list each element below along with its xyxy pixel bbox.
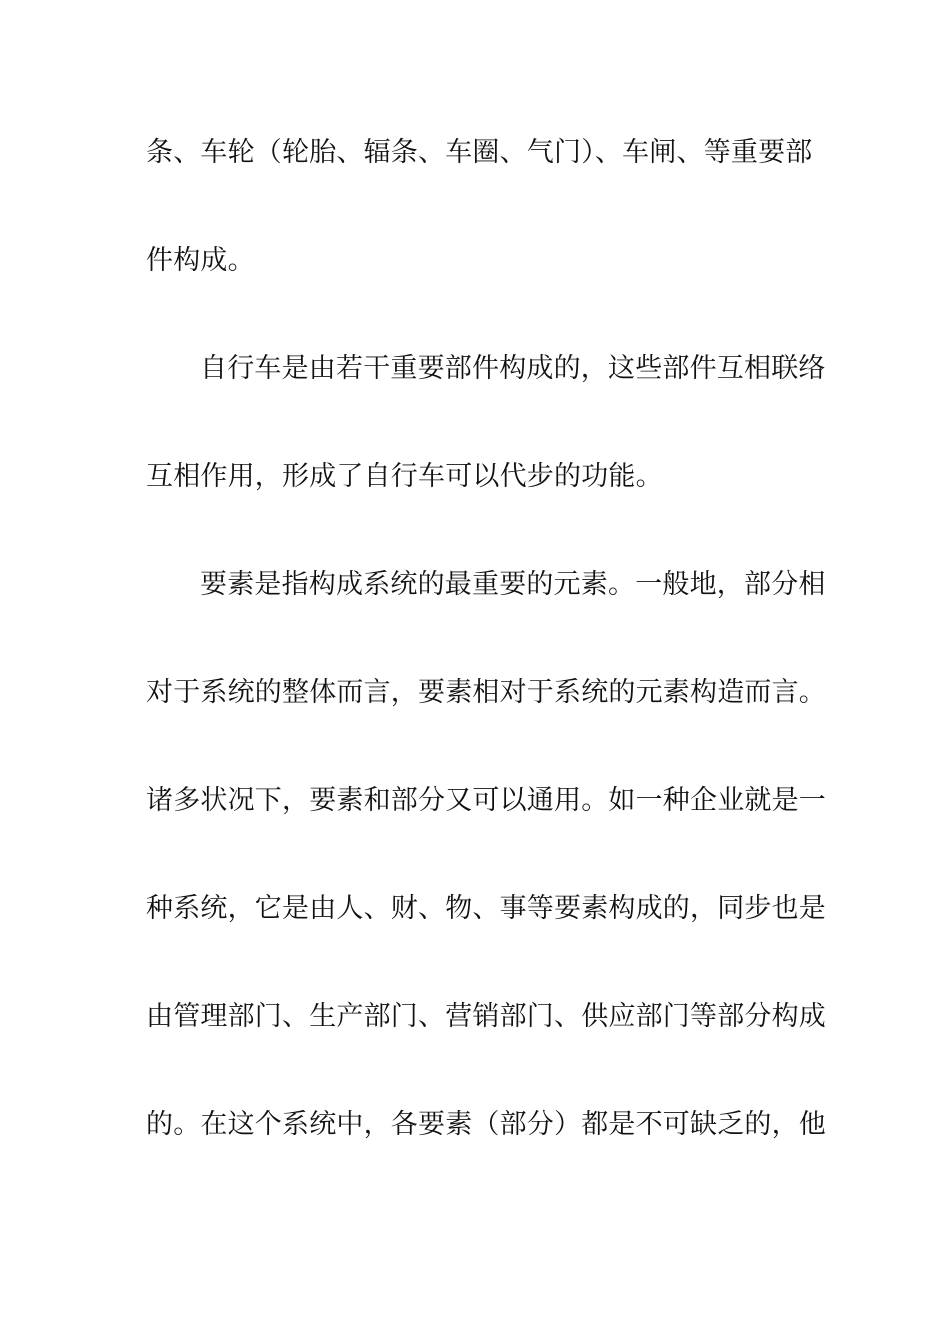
text-line-2: 件构成。	[146, 245, 255, 276]
text-line-10: 的。在这个系统中，各要素（部分）都是不可缺乏的，他	[146, 1109, 826, 1140]
text-line-4: 互相作用，形成了自行车可以代步的功能。	[146, 461, 663, 492]
document-body	[146, 126, 826, 1206]
text-line-9: 由管理部门、生产部门、营销部门、供应部门等部分构成	[146, 1001, 826, 1032]
text-line-6: 对于系统的整体而言，要素相对于系统的元素构造而言。	[146, 677, 826, 708]
text-line-1: 条、车轮（轮胎、辐条、车圈、气门）、车闸、等重要部	[146, 137, 813, 168]
text-line-7: 诸多状况下，要素和部分又可以通用。如一种企业就是一	[146, 785, 826, 816]
text-line-3: 自行车是由若干重要部件构成的，这些部件互相联络	[200, 353, 826, 384]
text-line-8: 种系统，它是由人、财、物、事等要素构成的，同步也是	[146, 893, 826, 924]
text-line-5: 要素是指构成系统的最重要的元素。一般地，部分相	[200, 569, 826, 600]
